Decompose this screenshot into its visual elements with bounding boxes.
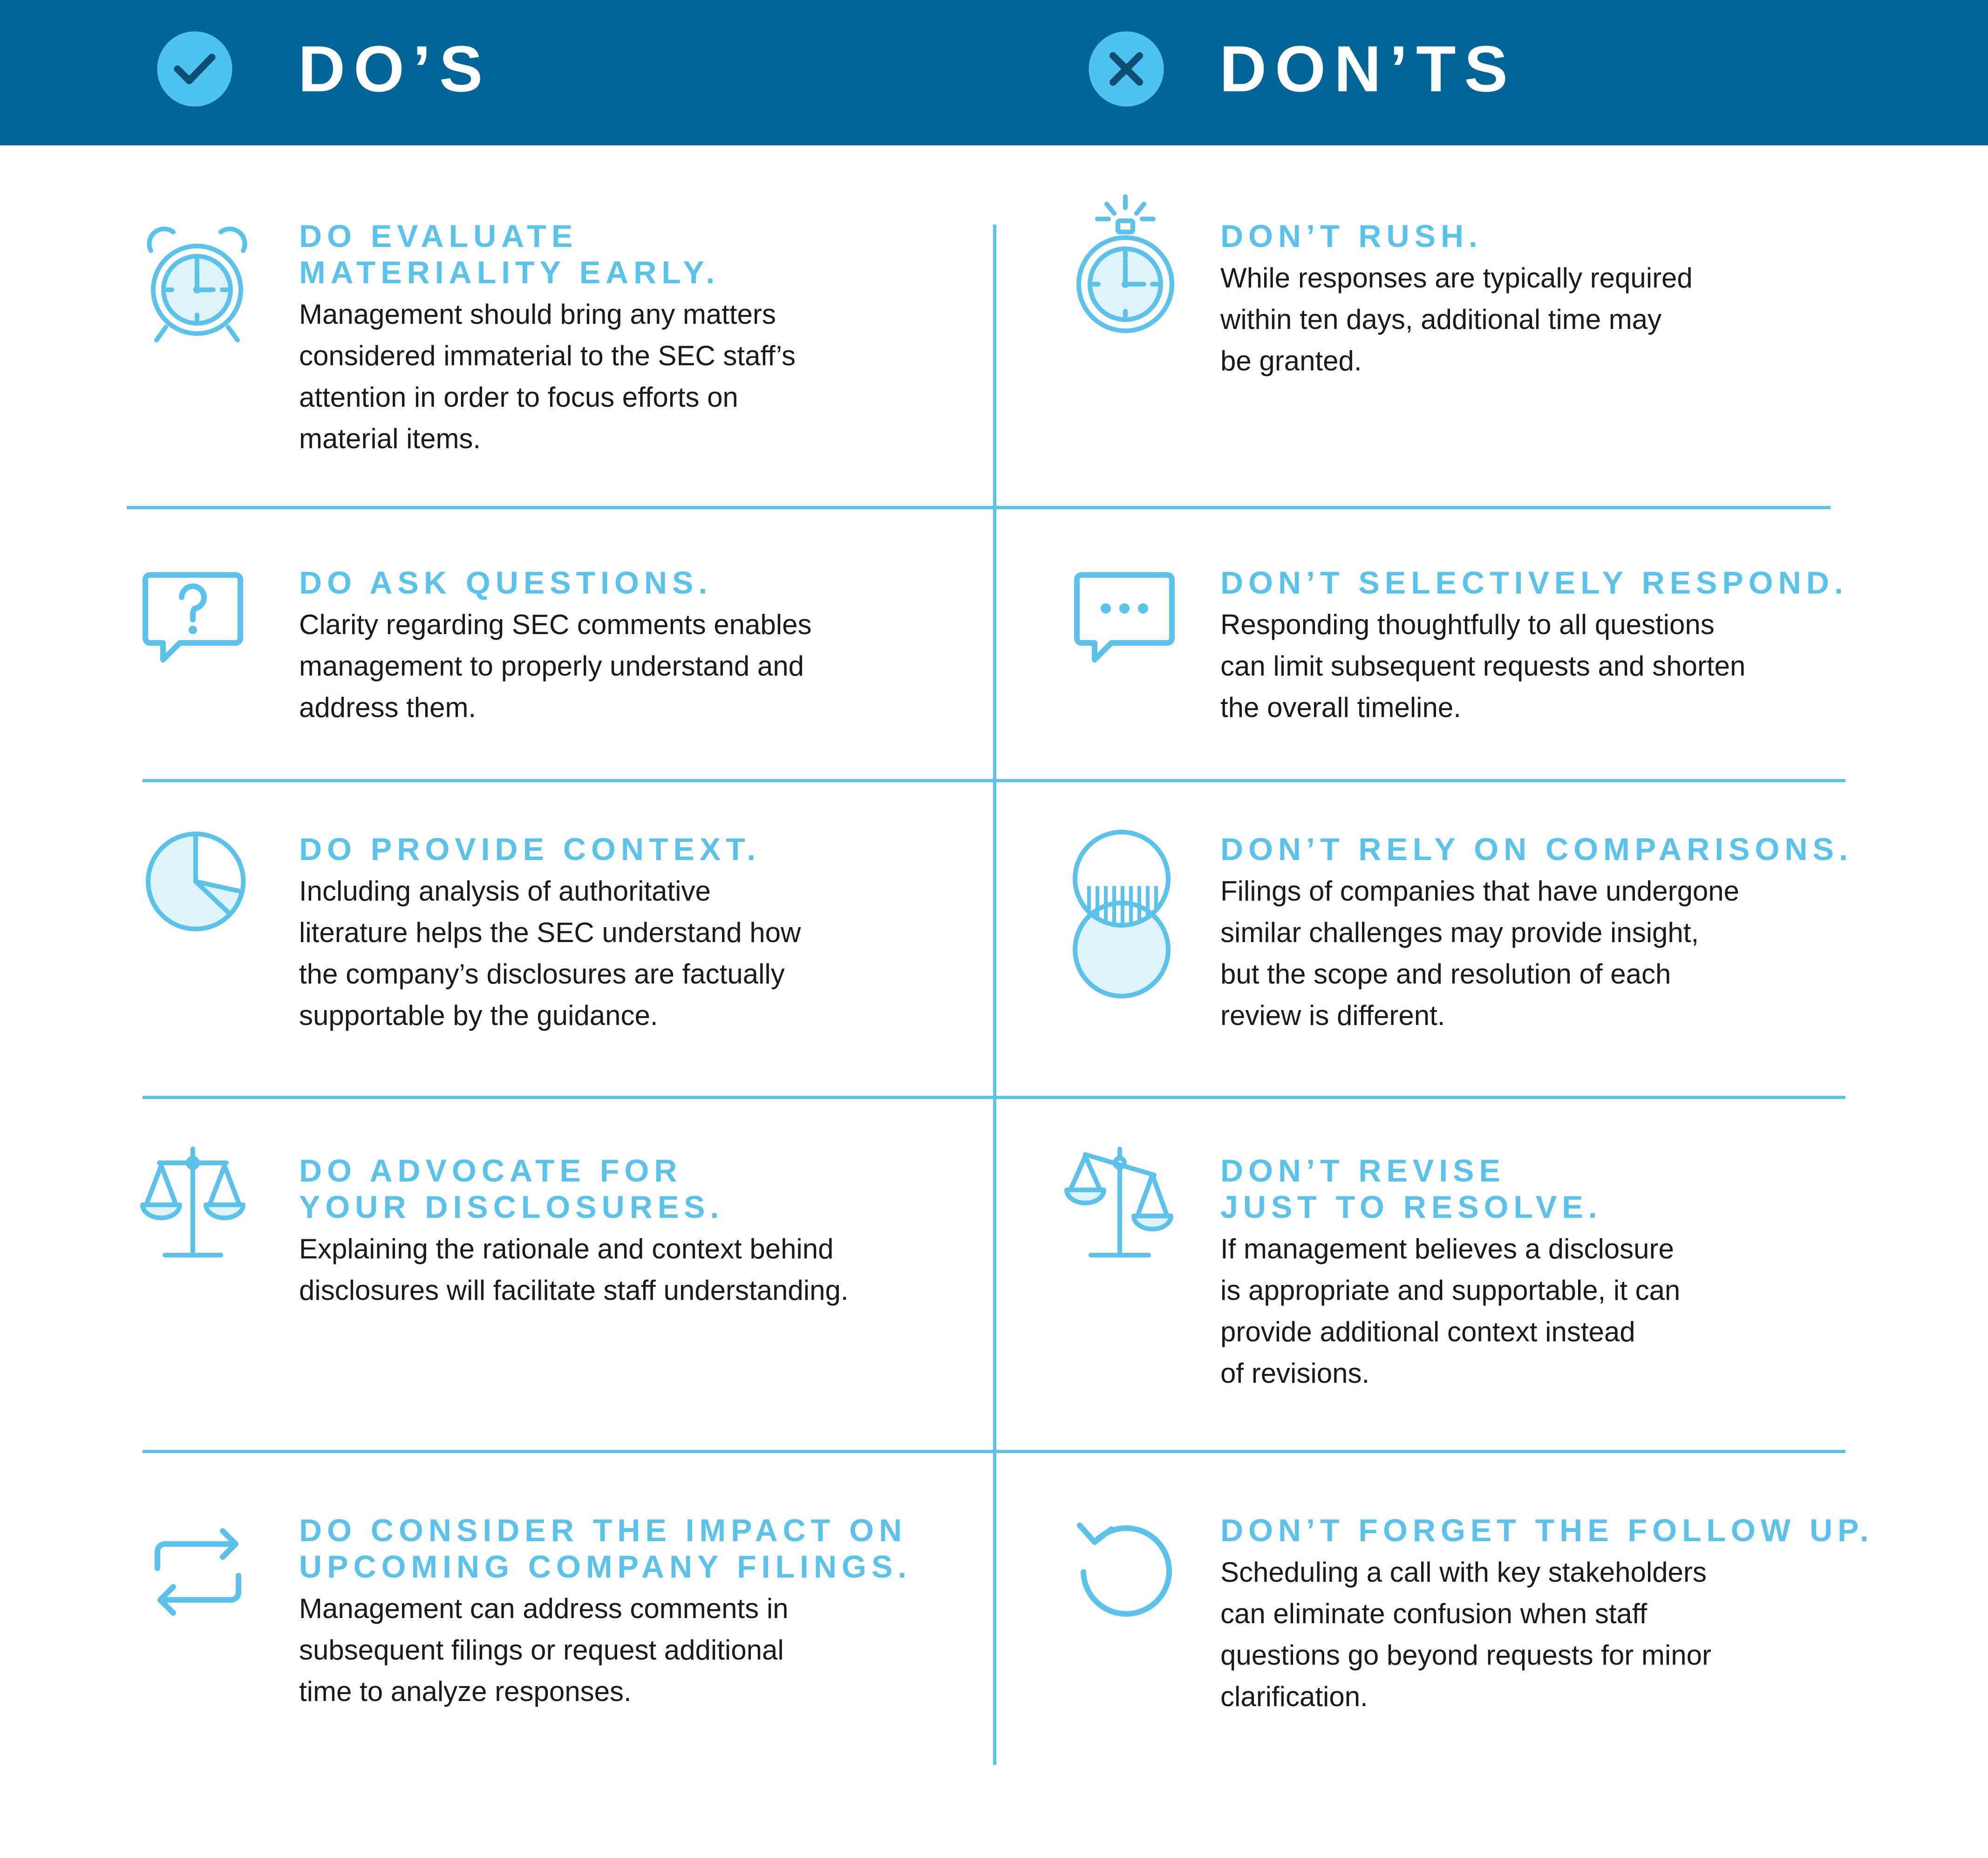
item-body: Management can address comments in subsequent filings or request additional time to analyze responses.: [299, 1593, 789, 1707]
item-body: Filings of companies that have undergone similar challenges may provide insight, but the scope and resolution of each review is different.: [1220, 875, 1740, 1031]
item-body: Responding thoughtfully to all questions can limit subsequent requests and shorten the overall timeline.: [1220, 609, 1746, 723]
do-item-provide-context: [299, 831, 801, 1036]
dont-item-follow-up: [1220, 1512, 1874, 1717]
pie-chart-icon: [144, 830, 247, 933]
dont-item-selectively-respond: [1220, 565, 1848, 728]
checkmark-circle-icon: [156, 30, 234, 108]
item-body: Clarity regarding SEC comments enables management to properly understand and address them.: [299, 609, 812, 723]
swap-arrows-icon: [152, 1520, 244, 1624]
stopwatch-icon: [1077, 195, 1175, 335]
item-body: Scheduling a call with key stakeholders can eliminate confusion when staff questions go beyond requests for minor clarification.: [1220, 1557, 1711, 1712]
question-bubble-icon: [143, 571, 243, 663]
column-divider: [993, 225, 996, 1765]
item-heading: DON’T REVISE JUST TO RESOLVE.: [1220, 1153, 1602, 1225]
do-item-evaluate-materiality: [299, 218, 796, 459]
row-divider: [143, 1450, 1845, 1453]
alarm-clock-icon: [143, 223, 251, 344]
tilted-scale-icon: [1063, 1147, 1177, 1264]
item-heading: DON’T RELY ON COMPARISONS.: [1220, 832, 1853, 867]
balanced-scale-icon: [141, 1147, 245, 1264]
row-divider: [143, 779, 1845, 782]
row-divider: [143, 1096, 1845, 1099]
header-bar: [0, 0, 1988, 145]
item-heading: DON’T FORGET THE FOLLOW UP.: [1220, 1513, 1874, 1548]
item-heading: DO PROVIDE CONTEXT.: [299, 832, 761, 867]
do-item-ask-questions: [299, 565, 811, 728]
dont-item-revise-to-resolve: [1220, 1153, 1680, 1394]
item-heading: DON’T RUSH.: [1220, 219, 1483, 254]
dont-item-rush: [1220, 218, 1693, 382]
x-circle-icon: [1087, 30, 1165, 108]
overlapping-circles-icon: [1070, 830, 1173, 1000]
item-body: Management should bring any matters considered immaterial to the SEC staff’s attention in order to focus efforts on material items.: [299, 299, 796, 454]
do-item-consider-impact: [299, 1512, 912, 1712]
refresh-arrow-icon: [1074, 1516, 1177, 1622]
dont-item-rely-on-comparisons: [1220, 831, 1853, 1036]
dos-title: DO’S: [298, 32, 491, 105]
item-body: Explaining the rationale and context behind disclosures will facilitate staff understanding.: [299, 1233, 849, 1306]
item-heading: DO EVALUATE MATERIALITY EARLY.: [299, 219, 720, 290]
do-item-advocate: [299, 1153, 849, 1311]
item-heading: DO ADVOCATE FOR YOUR DISCLOSURES.: [299, 1153, 724, 1225]
row-divider: [127, 506, 1831, 509]
item-body: While responses are typically required within ten days, additional time may be granted.: [1220, 262, 1693, 376]
donts-title: DON’TS: [1219, 32, 1516, 105]
item-body: Including analysis of authoritative literature helps the SEC understand how the company’s disclosures are factually supportable by the guidance.: [299, 875, 801, 1031]
item-heading: DO CONSIDER THE IMPACT ON UPCOMING COMPANY FILINGS.: [299, 1513, 912, 1585]
item-heading: DO ASK QUESTIONS.: [299, 565, 713, 601]
item-body: If management believes a disclosure is appropriate and supportable, it can provide additional context instead of revisions.: [1220, 1233, 1681, 1389]
ellipsis-bubble-icon: [1074, 571, 1175, 663]
item-heading: DON’T SELECTIVELY RESPOND.: [1220, 565, 1848, 601]
